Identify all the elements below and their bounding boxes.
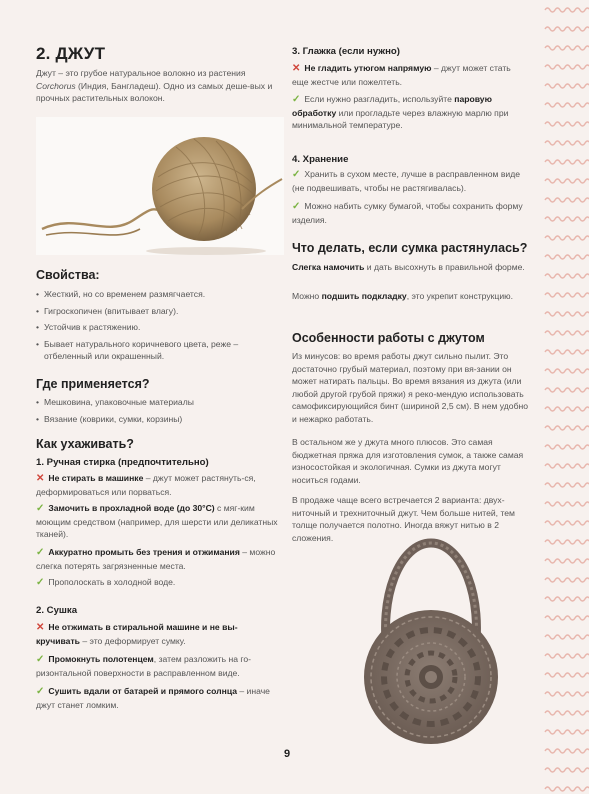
- features-text-1: Из минусов: во время работы джут сильно пылит. Это достаточно грубый материал, поэтому при вя-зании он может натирать пальцы. Во время вязания из джута (или любой другой грубой пряжи) я реко-мендую использовать самофиксирующийся бинт (шириной 2,5 см). В нем удобно и нежарко работать.: [292, 351, 529, 424]
- section-title-jute: 2. ДЖУТ: [36, 44, 106, 63]
- dry-item-1: [36, 621, 281, 647]
- check-icon: ✓: [36, 577, 45, 588]
- wave-line: [545, 198, 589, 202]
- intro-plant-name: Corchorus: [36, 80, 76, 91]
- hand-wash-heading: 1. Ручная стирка (предпочтительно): [36, 457, 209, 468]
- text: Можно: [292, 291, 322, 301]
- check-icon: ✓: [292, 201, 301, 212]
- wave-line: [545, 84, 589, 88]
- item-emphasis: Замочить в прохладной воде (до 30°C): [48, 503, 215, 513]
- check-icon: ✓: [36, 547, 45, 558]
- stretched-heading: Что делать, если сумка растянулась?: [292, 241, 528, 255]
- item-text: – джут может растянуть-ся, деформироваться или порваться.: [36, 473, 256, 497]
- wave-line: [545, 179, 589, 183]
- wave-line: [545, 711, 589, 715]
- list-item: • Гигроскопичен (впитывает влагу).: [36, 305, 281, 318]
- wave-line: [545, 692, 589, 696]
- wave-line: [545, 730, 589, 734]
- decorative-wave-border: [541, 0, 589, 794]
- page-number: 9: [284, 748, 291, 760]
- wave-line: [545, 578, 589, 582]
- wave-line: [545, 369, 589, 373]
- item-text: – это деформирует сумку.: [79, 635, 186, 646]
- wave-line: [545, 312, 589, 316]
- properties-heading: Свойства:: [36, 268, 100, 282]
- wave-line: [545, 331, 589, 335]
- text-emphasis: Слегка намочить: [292, 262, 365, 272]
- wave-line: [545, 65, 589, 69]
- item-emphasis: Аккуратно промыть без трения и отжимания: [48, 547, 240, 557]
- storage-item-2: [292, 200, 528, 226]
- wave-line: [545, 635, 589, 639]
- wave-line: [545, 103, 589, 107]
- text: и дать высохнуть в правильной форме.: [364, 262, 525, 272]
- wave-line: [545, 122, 589, 126]
- wave-line: [545, 27, 589, 31]
- storage-item-1: [292, 168, 528, 194]
- crochet-jute-bag-photo: [360, 537, 502, 747]
- check-icon: ✓: [36, 654, 45, 665]
- text-emphasis: подшить подкладку: [321, 291, 407, 301]
- wave-line: [545, 502, 589, 506]
- list-item: • Мешковина, упаковочные материалы: [36, 396, 281, 409]
- wave-line: [545, 483, 589, 487]
- wash-item-3: [36, 546, 281, 572]
- wave-line: [545, 597, 589, 601]
- item-emphasis: паровую обработку: [292, 94, 492, 118]
- intro-text-a: Джут – это грубое натуральное волокно из растения: [36, 68, 246, 78]
- wave-line: [545, 236, 589, 240]
- item-text: , затем разложить на го-ризонтальной поверхности в расправленном виде.: [36, 654, 251, 678]
- item-text: Хранить в сухом месте, лучше в расправленном виде (не подвешивать, чтобы не растягивалась).: [292, 169, 520, 193]
- jute-twine-photo: [36, 117, 284, 255]
- wave-line: [545, 46, 589, 50]
- wave-line: [545, 426, 589, 430]
- wave-line: [545, 141, 589, 145]
- wave-line: [545, 540, 589, 544]
- jute-intro: [36, 67, 276, 105]
- list-item: • Жесткий, но со временем размягчается.: [36, 288, 281, 301]
- item-text: Можно набить сумку бумагой, чтобы сохранить форму изделия.: [292, 201, 523, 225]
- intro-text-b: (Индия, Бангладеш). Одно из самых деше-вых и прочных растительных волокон.: [36, 80, 273, 104]
- item-emphasis: Промокнуть полотенцем: [48, 654, 154, 664]
- cross-icon: ✕: [292, 63, 301, 74]
- item-emphasis: Не стирать в машинке: [48, 473, 144, 483]
- properties-list: [36, 288, 281, 367]
- dry-item-2: [36, 653, 281, 679]
- item-emphasis: Сушить вдали от батарей и прямого солнца: [48, 686, 237, 696]
- wave-line: [545, 388, 589, 392]
- wave-line: [545, 616, 589, 620]
- wave-line: [545, 464, 589, 468]
- wash-item-1: [36, 472, 281, 498]
- wave-line: [545, 217, 589, 221]
- check-icon: ✓: [292, 94, 301, 105]
- wave-line: [545, 407, 589, 411]
- list-item: • Устойчив к растяжению.: [36, 321, 281, 334]
- wave-line: [545, 293, 589, 297]
- wave-line: [545, 445, 589, 449]
- wash-item-4: [36, 576, 281, 590]
- wave-line: [545, 255, 589, 259]
- item-text: или прогладьте через влажную марлю при минимальной температуре.: [292, 107, 509, 131]
- features-text-2: В остальном же у джута много плюсов. Это самая бюджетная пряжа для изготовления сумок, а также самая износостойкая и экологичная. Сумки из джута могут носиться годами.: [292, 437, 524, 485]
- wave-line: [545, 749, 589, 753]
- stretched-text-1: [292, 261, 528, 274]
- check-icon: ✓: [36, 686, 45, 697]
- check-icon: ✓: [36, 503, 45, 514]
- drying-heading: 2. Сушка: [36, 605, 78, 616]
- wash-item-2: [36, 502, 281, 541]
- usage-heading: Где применяется?: [36, 377, 150, 391]
- list-item: • Вязание (коврики, сумки, корзины): [36, 413, 281, 426]
- item-text: – можно слегка потерять загрязненные места.: [36, 547, 276, 571]
- item-emphasis: Не гладить утюгом напрямую: [304, 63, 432, 73]
- iron-item-2: [292, 93, 528, 132]
- wave-line: [545, 559, 589, 563]
- care-heading: Как ухаживать?: [36, 437, 134, 451]
- item-text: с мяг-ким моющим средством (например, для шерсти или деликатных тканей).: [36, 503, 278, 540]
- features-text-3: В продаже чаще всего встречается 2 варианта: двух-ниточный и трехниточный джут. Чем больше нитей, тем толще получается полотно. Иногда вяжут нитью в 2 сложения.: [292, 495, 515, 543]
- item-text: – иначе джут станет ломким.: [36, 686, 270, 710]
- usage-list: [36, 396, 281, 429]
- item-text: Прополоскать в холодной воде.: [48, 577, 176, 587]
- wave-line: [545, 8, 589, 12]
- wave-line: [545, 654, 589, 658]
- item-text: Если нужно разгладить, используйте: [304, 94, 455, 104]
- text: , это укрепит конструкцию.: [406, 291, 513, 301]
- ironing-heading: 3. Глажка (если нужно): [292, 46, 400, 57]
- item-text: – джут может стать еще жестче или пожелтеть.: [292, 63, 511, 87]
- storage-heading: 4. Хранение: [292, 154, 349, 165]
- list-item: • Бывает натурального коричневого цвета, реже – отбеленный или окрашенный.: [36, 338, 281, 363]
- wave-line: [545, 521, 589, 525]
- cross-icon: ✕: [36, 622, 45, 633]
- check-icon: ✓: [292, 169, 301, 180]
- stretched-text-2: [292, 290, 528, 303]
- wave-line: [545, 768, 589, 772]
- wave-line: [545, 274, 589, 278]
- wave-line: [545, 673, 589, 677]
- wave-line: [545, 160, 589, 164]
- wave-line: [545, 787, 589, 791]
- wave-line: [545, 350, 589, 354]
- iron-item-1: [292, 62, 528, 88]
- item-emphasis: Не отжимать в стиральной машине и не вы-кручивать: [36, 622, 238, 646]
- dry-item-3: [36, 685, 281, 711]
- cross-icon: ✕: [36, 473, 45, 484]
- features-heading: Особенности работы с джутом: [292, 331, 485, 345]
